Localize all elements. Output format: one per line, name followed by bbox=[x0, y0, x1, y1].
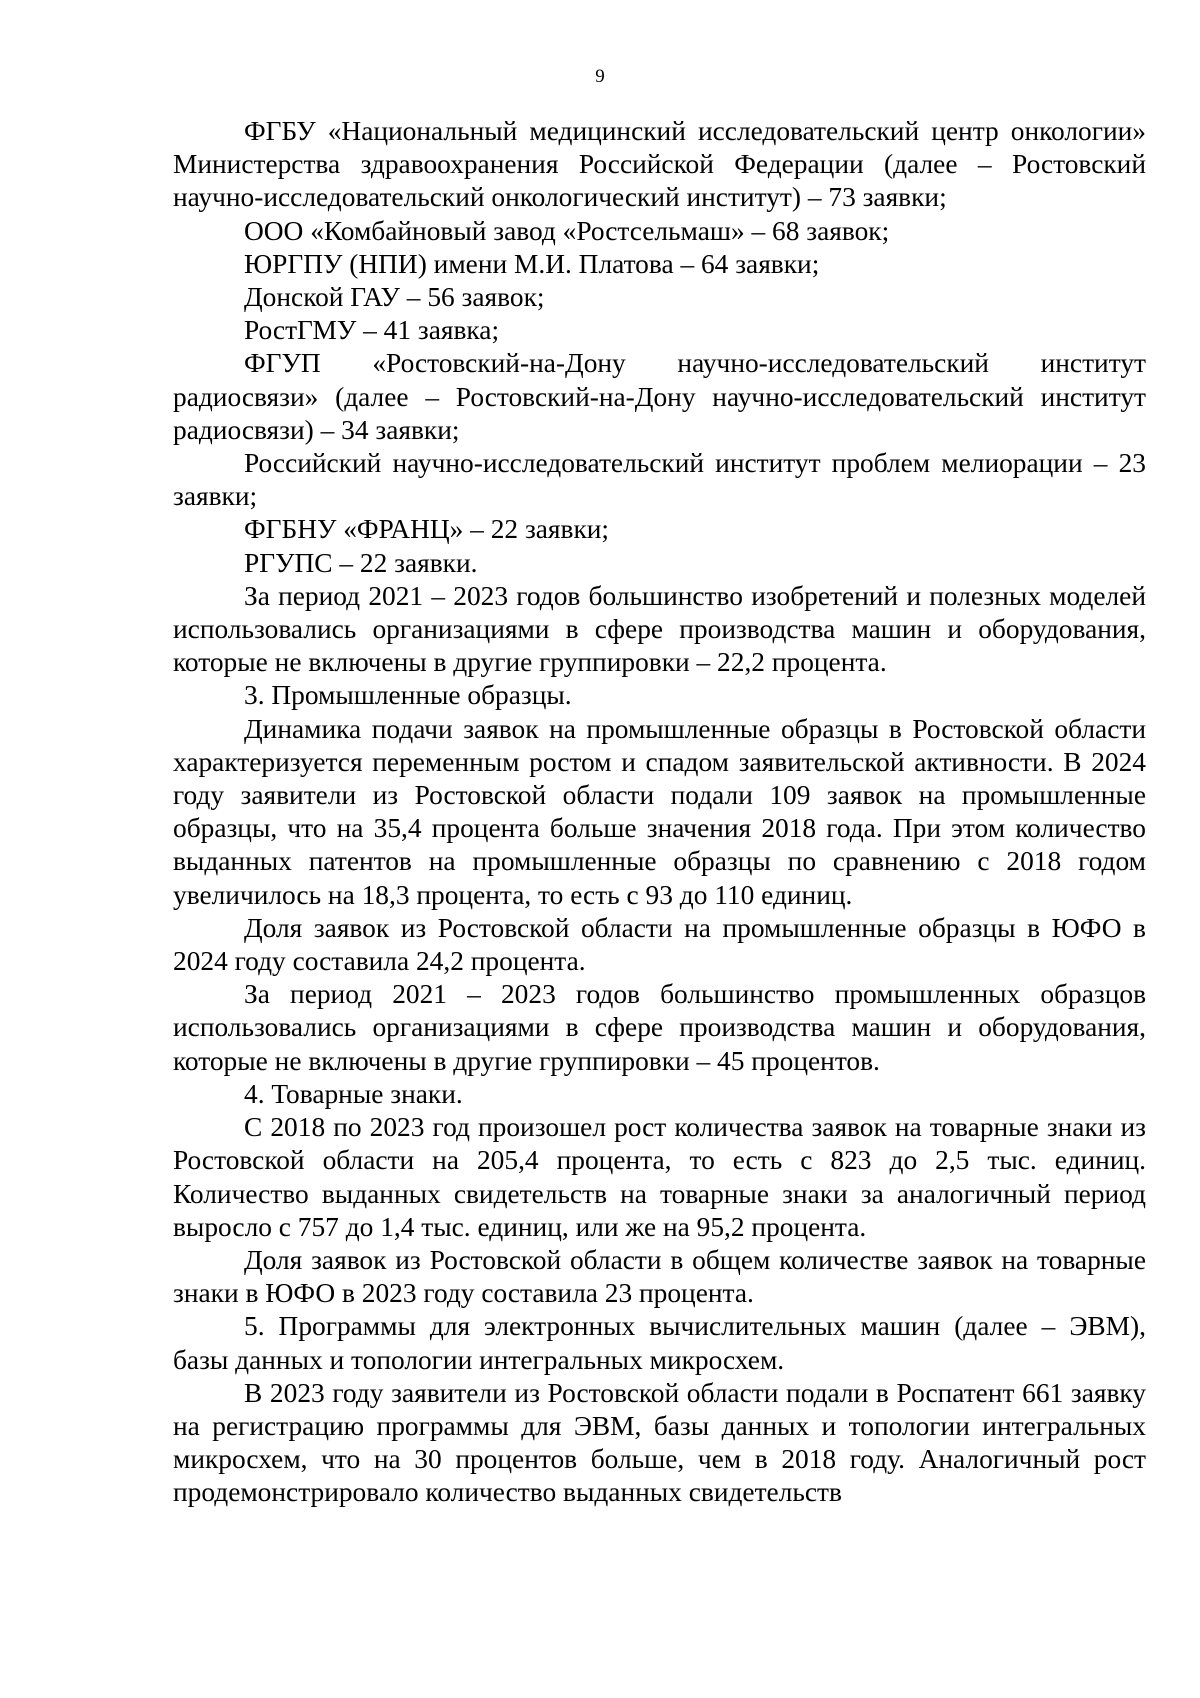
paragraph-fgbu-nmic-onkologii: ФГБУ «Национальный медицинский исследовательский центр онкологии» Министерства здравоохранения Российской Федерации (далее – Ростовский научно-исследовательский онкологический институт) – 73 заявки; bbox=[173, 116, 1146, 213]
paragraph-fgup-radiosvyazi: ФГУП «Ростовский-на-Дону научно-исследовательский институт радиосвязи» (далее – Ростовский-на-Дону научно-исследовательский институт радиосвязи) – 34 заявки; bbox=[173, 348, 1146, 445]
paragraph-rostselmash: ООО «Комбайновый завод «Ростсельмаш» – 68 заявок; bbox=[244, 215, 890, 246]
paragraph-period-inventions: За период 2021 – 2023 годов большинство изобретений и полезных моделей использовались организациями в сфере производства машин и оборудования, которые не включены в другие группировки – 22,2 процента. bbox=[173, 580, 1146, 678]
paragraph-designs-share: Доля заявок из Ростовской области на промышленные образцы в ЮФО в 2024 году составила 24,2 процента. bbox=[173, 912, 1146, 977]
section-heading-industrial-designs: 3. Промышленные образцы. bbox=[244, 680, 572, 711]
paragraph-trademarks-growth: С 2018 по 2023 год произошел рост количества заявок на товарные знаки из Ростовской области на 205,4 процента, то есть с 823 до 2,5 тыс. единиц. Количество выданных свидетельств на товарные знаки за аналогичный период выросло с 757 до 1,4 тыс. единиц, или же на 95,2 процента. bbox=[173, 1112, 1146, 1242]
document-body bbox=[173, 115, 1146, 1510]
paragraph-designs-dynamics: Динамика подачи заявок на промышленные образцы в Ростовской области характеризуется переменным ростом и спадом заявительской активности. В 2024 году заявители из Ростовской области подали 109 заявок на промышленные образцы, что на 35,4 процента больше значения 2018 года. При этом количество выданных патентов на промышленные образцы по сравнению с 2018 годом увеличилось на 18,3 процента, то есть с 93 до 110 единиц. bbox=[173, 713, 1146, 910]
paragraph-software-2023: В 2023 году заявители из Ростовской области подали в Роспатент 661 заявку на регистрацию программы для ЭВМ, базы данных и топологии интегральных микросхем, что на 30 процентов больше, чем в 2018 году. Аналогичный рост продемонстрировало количество выданных свидетельств bbox=[173, 1377, 1146, 1508]
paragraph-melioracii: Российский научно-исследовательский институт проблем мелиорации – 23 заявки; bbox=[173, 448, 1146, 512]
paragraph-period-designs: За период 2021 – 2023 годов большинство промышленных образцов использовались организациями в сфере производства машин и оборудования, которые не включены в другие группировки – 45 процентов. bbox=[173, 979, 1146, 1076]
paragraph-donskoy-gau: Донской ГАУ – 56 заявок; bbox=[244, 282, 545, 313]
page-number: 9 bbox=[595, 66, 605, 87]
section-heading-software: 5. Программы для электронных вычислительных машин (далее – ЭВМ), базы данных и топологии интегральных микросхем. bbox=[173, 1311, 1146, 1375]
paragraph-rostgmu: РостГМУ – 41 заявка; bbox=[244, 315, 500, 346]
paragraph-franc: ФГБНУ «ФРАНЦ» – 22 заявки; bbox=[244, 514, 610, 545]
paragraph-yurgpu: ЮРГПУ (НПИ) имени М.И. Платова – 64 заявки; bbox=[244, 248, 820, 279]
section-heading-trademarks: 4. Товарные знаки. bbox=[244, 1078, 463, 1109]
paragraph-rgups: РГУПС – 22 заявки. bbox=[244, 547, 478, 578]
paragraph-trademarks-share: Доля заявок из Ростовской области в общем количестве заявок на товарные знаки в ЮФО в 2023 году составила 23 процента. bbox=[173, 1244, 1146, 1309]
